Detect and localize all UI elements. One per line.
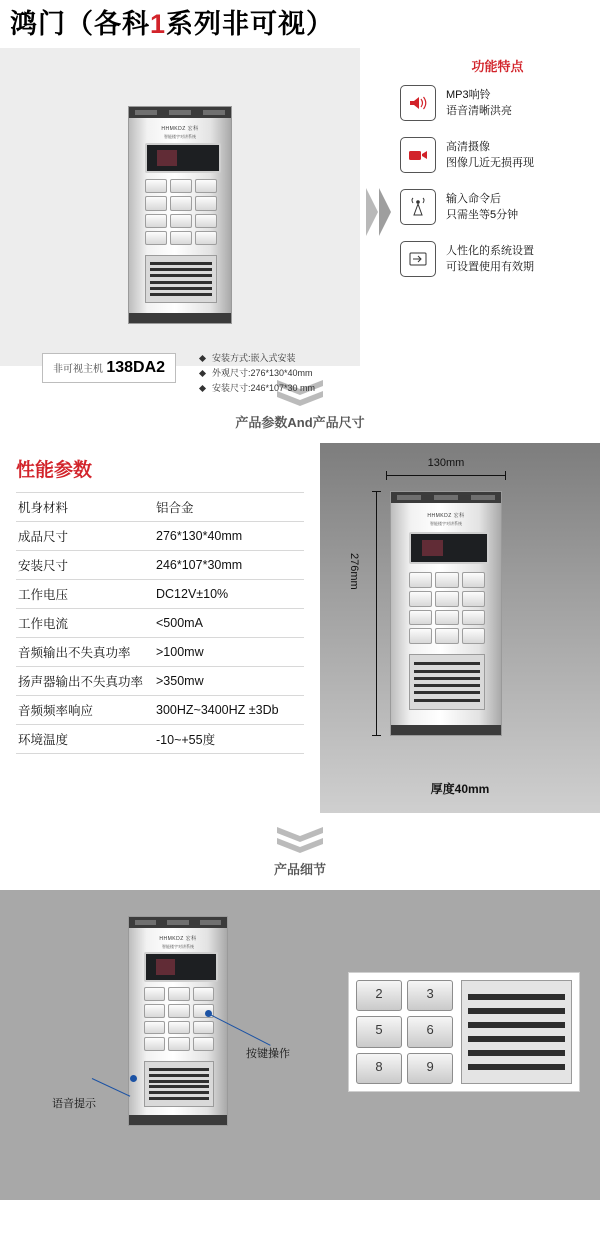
section-2-label: 产品细节 xyxy=(273,862,326,877)
param-key: 音频频率响应 xyxy=(16,696,152,725)
table-row xyxy=(16,609,304,638)
feature-row xyxy=(400,241,595,277)
device-logo: HHMKDZ 宏科 xyxy=(161,126,199,132)
hero-section xyxy=(0,48,600,393)
feature-line2: 可设置使用有效期 xyxy=(446,261,534,273)
title-series-prefix: 各科 xyxy=(94,9,150,39)
table-row xyxy=(16,493,304,522)
keypad-key[interactable] xyxy=(193,1037,214,1051)
list-item: 外观尺寸:276*130*40mm xyxy=(200,366,315,381)
feature-text xyxy=(446,139,534,171)
parameters-table-panel xyxy=(0,443,320,754)
detail-keys-closeup xyxy=(356,980,453,1084)
device-subtitle: 智能楼宇对讲系统 xyxy=(164,134,196,139)
keypad-key[interactable] xyxy=(195,179,217,193)
param-key: 机身材料 xyxy=(16,493,152,522)
keypad-key[interactable] xyxy=(170,196,192,210)
device-keypad xyxy=(144,987,214,1051)
keypad-key[interactable] xyxy=(409,572,432,588)
device-subtitle: 智能楼宇对讲系统 xyxy=(430,521,462,526)
feature-line1: 输入命令后 xyxy=(446,193,501,205)
param-key: 扬声器输出不失真功率 xyxy=(16,667,152,696)
table-row xyxy=(16,667,304,696)
feature-text xyxy=(446,191,518,223)
table-row xyxy=(16,638,304,667)
keypad-key[interactable] xyxy=(144,1021,165,1035)
param-value: >100mw xyxy=(152,638,304,667)
keypad-key[interactable] xyxy=(170,214,192,228)
speaker-icon xyxy=(400,85,436,121)
keypad-key[interactable] xyxy=(168,987,189,1001)
param-value: -10~+55度 xyxy=(152,725,304,754)
param-key: 工作电流 xyxy=(16,609,152,638)
features-panel xyxy=(400,56,595,293)
param-value: 246*107*30mm xyxy=(152,551,304,580)
detail-key: 2 xyxy=(356,980,402,1011)
device-keypad xyxy=(409,572,485,644)
dimension-width-value: 130mm xyxy=(427,457,465,469)
signal-icon xyxy=(400,189,436,225)
device-display xyxy=(409,532,489,564)
device-subtitle: 智能楼宇对讲系统 xyxy=(162,944,194,949)
details-section xyxy=(0,890,600,1200)
table-row xyxy=(16,551,304,580)
device-logo: HHMKDZ 宏科 xyxy=(427,513,465,519)
feature-row xyxy=(400,189,595,225)
param-key: 安装尺寸 xyxy=(16,551,152,580)
keypad-key[interactable] xyxy=(168,1021,189,1035)
keypad-key[interactable] xyxy=(193,987,214,1001)
title-close-paren: ） xyxy=(306,9,335,39)
feature-line1: MP3响铃 xyxy=(446,89,491,101)
table-row xyxy=(16,696,304,725)
callout-line-voice xyxy=(92,1078,130,1097)
keypad-key[interactable] xyxy=(195,214,217,228)
feature-line2: 只需坐等5分钟 xyxy=(446,209,519,221)
keypad-key[interactable] xyxy=(462,591,485,607)
keypad-key[interactable] xyxy=(195,196,217,210)
dimension-width-bar xyxy=(386,471,506,481)
detail-key: 8 xyxy=(356,1053,402,1084)
dimension-width-label xyxy=(386,457,506,481)
keypad-key[interactable] xyxy=(168,1037,189,1051)
install-spec-list xyxy=(200,351,315,396)
keypad-key[interactable] xyxy=(145,179,167,193)
keypad-key[interactable] xyxy=(145,214,167,228)
device-display xyxy=(145,143,221,173)
parameters-table xyxy=(16,492,304,754)
keypad-key[interactable] xyxy=(462,628,485,644)
keypad-key[interactable] xyxy=(144,1004,165,1018)
device-keypad xyxy=(145,179,217,245)
section-1-label: 产品参数And产品尺寸 xyxy=(235,415,365,430)
callout-keys-label: 按键操作 xyxy=(246,1048,290,1060)
table-row xyxy=(16,580,304,609)
device-top-cap xyxy=(391,492,501,503)
device-logo: HHMKDZ 宏科 xyxy=(159,936,197,942)
table-row xyxy=(16,725,304,754)
dimension-height-label: 276mm xyxy=(348,553,360,590)
feature-row xyxy=(400,85,595,121)
title-brand: 鸿门（ xyxy=(10,9,94,39)
chevron-down-icon xyxy=(277,827,323,853)
keypad-key[interactable] xyxy=(145,231,167,245)
settings-icon xyxy=(400,241,436,277)
device-speaker-grille xyxy=(144,1061,214,1107)
keypad-key[interactable] xyxy=(462,572,485,588)
model-code: 138DA2 xyxy=(106,359,166,376)
device-bottom-cap xyxy=(129,313,231,323)
list-item: 安装尺寸:246*107*30 mm xyxy=(200,381,315,396)
param-value: 276*130*40mm xyxy=(152,522,304,551)
param-key: 工作电压 xyxy=(16,580,152,609)
device-front-view xyxy=(128,106,232,324)
keypad-key[interactable] xyxy=(409,610,432,626)
detail-grille-closeup xyxy=(461,980,572,1084)
title-series-number: 1 xyxy=(150,9,167,39)
model-badge xyxy=(42,353,176,383)
title-series-suffix: 系列非可视 xyxy=(166,9,307,39)
detail-key: 3 xyxy=(407,980,453,1011)
keypad-key[interactable] xyxy=(168,1004,189,1018)
keypad-key[interactable] xyxy=(144,1037,165,1051)
device-speaker-grille xyxy=(145,255,217,303)
feature-text xyxy=(446,87,512,119)
section-divider-2 xyxy=(0,813,600,859)
dimension-thickness-label: 厚度40mm xyxy=(430,782,490,796)
param-value: <500mA xyxy=(152,609,304,638)
param-value: >350mw xyxy=(152,667,304,696)
device-dimension-view xyxy=(390,491,502,736)
keypad-key[interactable] xyxy=(435,572,458,588)
keypad-key[interactable] xyxy=(435,628,458,644)
keypad-key[interactable] xyxy=(195,231,217,245)
device-bottom-cap xyxy=(391,725,501,735)
param-value: DC12V±10% xyxy=(152,580,304,609)
page-title xyxy=(10,8,600,40)
keypad-key[interactable] xyxy=(462,610,485,626)
feature-text xyxy=(446,243,534,275)
device-display xyxy=(144,952,218,982)
keypad-key[interactable] xyxy=(145,196,167,210)
detail-key: 9 xyxy=(407,1053,453,1084)
parameters-title: 性能参数 xyxy=(16,460,93,481)
callout-voice-label: 语音提示 xyxy=(52,1098,96,1110)
parameters-section xyxy=(0,443,600,813)
feature-line2: 语音清晰洪亮 xyxy=(446,105,512,117)
dimension-height-bar xyxy=(372,491,382,736)
detail-key: 5 xyxy=(356,1016,402,1047)
param-key: 音频输出不失真功率 xyxy=(16,638,152,667)
keypad-key[interactable] xyxy=(170,231,192,245)
model-label: 非可视主机 xyxy=(53,364,103,375)
detail-key: 6 xyxy=(407,1016,453,1047)
callout-dot-voice xyxy=(130,1075,137,1082)
param-value: 300HZ~3400HZ ±3Db xyxy=(152,696,304,725)
keypad-key[interactable] xyxy=(144,987,165,1001)
device-top-cap xyxy=(129,107,231,118)
arrow-right-icon xyxy=(366,188,392,241)
param-key: 环境温度 xyxy=(16,725,152,754)
keypad-key[interactable] xyxy=(193,1021,214,1035)
table-row xyxy=(16,522,304,551)
page-header xyxy=(0,0,600,48)
device-detail-view xyxy=(128,916,228,1126)
dimension-diagram-panel xyxy=(320,443,600,813)
param-value: 铝合金 xyxy=(152,493,304,522)
feature-line1: 人性化的系统设置 xyxy=(446,245,534,257)
keypad-key[interactable] xyxy=(435,610,458,626)
features-title: 功能特点 xyxy=(471,59,524,74)
feature-row xyxy=(400,137,595,173)
keypad-key[interactable] xyxy=(170,179,192,193)
device-top-cap xyxy=(129,917,227,928)
keypad-key[interactable] xyxy=(435,591,458,607)
detail-photo xyxy=(348,972,580,1092)
device-speaker-grille xyxy=(409,654,485,710)
list-item: 安装方式:嵌入式安装 xyxy=(200,351,315,366)
feature-line2: 图像几近无损再现 xyxy=(446,157,534,169)
keypad-key[interactable] xyxy=(409,591,432,607)
keypad-key[interactable] xyxy=(409,628,432,644)
device-bottom-cap xyxy=(129,1115,227,1125)
feature-line1: 高清摄像 xyxy=(446,141,490,153)
param-key: 成品尺寸 xyxy=(16,522,152,551)
camera-icon xyxy=(400,137,436,173)
